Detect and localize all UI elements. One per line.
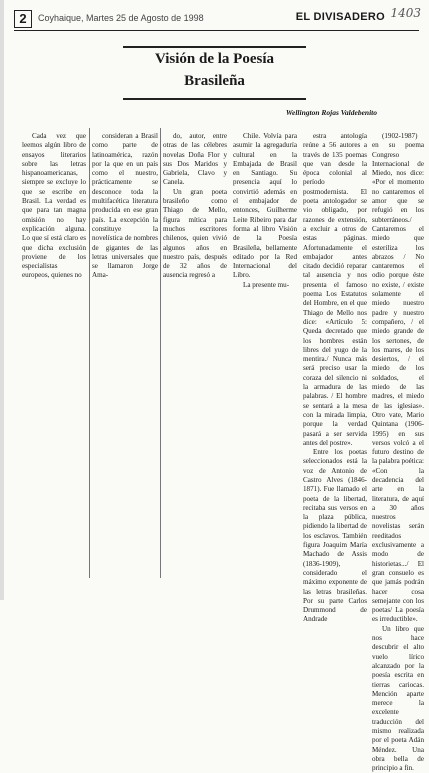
column-divider <box>160 128 161 578</box>
paragraph: La presente mu- <box>243 280 290 289</box>
page-edge <box>0 0 4 600</box>
page-header <box>14 8 419 31</box>
column-2 <box>92 132 158 281</box>
paragraph: consideran a Brasil como parte de latinoamérica, razón por la que en un país como el nuestro, prácticamente se desconoce toda la multifacética literatura producida en ese gran país. La excepción la constituye la novelística de nombres de gigantes de las letras universales que se llamaron Jorge Ama- <box>92 132 158 280</box>
column-4 <box>233 132 297 290</box>
paragraph: estra antología reúne a 56 autores a través de 135 poemas que van desde la época colonial al período postmodernista. El poeta antologador se vio obligado, por razones de extensión, a excluir a otros de estas páginas. Afortunadamente el embajador antes citado decidió reparar tal ausencia y nos presenta el famoso poema Los Estatutos del Hombre, en el que Thiago de Mello nos dice: «Artículo 5: Queda decretado que los hombres están libres del yugo de la mentira./ Nunca más será preciso usar la coraza del silencio ni la armadura de las palabras. / El hombre se sentará a la mesa con la mirada limpia, porque la verdad pasará a ser servida antes del postre». <box>303 132 367 447</box>
paragraph: Chile. Volvía para asumir la agregaduría cultural en la Embajada de Brasil en Santiago. Su presencia aquí lo convirtió además en el embajador de entonces, Guilherme Leite Ribeiro para dar forma al libro Visión de la Poesía Brasileña, bellamente editado por la Red Internacional del Libro. <box>233 132 297 280</box>
paragraph: Cada vez que leemos algún libro de ensayos literarios sobre las letras hispanoamericanas, siempre se excluye lo que se escribe en Brasil. La verdad es que para tan magna omisión no hay explicación alguna. Lo que sí está claro es que dicha exclusión proviene de los especialistas europeos, quienes no <box>22 132 86 280</box>
column-5 <box>303 132 367 625</box>
paragraph: Un libro que nos hace descubrir el alto vuelo lírico alcanzado por la poesía escrita en tierras cariocas. Mención aparte merece la excelente traducción del mismo realizada por el poeta Adán Méndez. Una obra bella de principio a fin. <box>372 624 424 773</box>
title-line-1: Visión de la Poesía <box>154 51 275 67</box>
column-3 <box>163 132 227 281</box>
title-line-2: Brasileña <box>184 73 245 89</box>
paragraph: Entre los poetas seleccionados está la voz de Antonio de Castro Alves (1846-1871). Fue llamado el poeta de la libertad, recitaba sus versos en la plaza pública, pidiendo la libertad de los esclavos. También figura Joaquim María Machado de Assis (1836-1909), considerado el máximo exponente de las letras brasileñas. Por su parte Carlos Drummond de Andrade <box>303 448 367 624</box>
page-number: 2 <box>14 10 32 28</box>
column-1 <box>22 132 86 281</box>
author-byline: Wellington Rojas Valdebenito <box>285 108 377 117</box>
dateline: Coyhaique, Martes 25 de Agosto de 1998 <box>38 13 204 23</box>
article-title <box>123 46 306 100</box>
paragraph: do, autor, entre otras de las célebres novelas Doña Flor y sus Dos Maridos y Gabriela, Clavo y Canela. <box>163 132 227 187</box>
paragraph: (1902-1987) en su poema Congreso Internacional de Miedo, nos dice: «Por el momento no cantaremos el amor que se refugió en los subterráneos./ Cantaremos el miedo que esteriliza los abrazos / No cantaremos el odio porque éste no existe, / existe solamente el miedo nuestro padre y nuestro compañero, / el miedo grande de los sertones, de los mares, de los desiertos, / el miedo de los soldados, el miedo de las madres, el miedo de las iglesias». Otro vate, Mario Quintana (1906-1995) en sus versos volcó a el futuro destino de la palabra poética: «Con la decadencia del arte en la literatura, de aquí a 30 años nuestros novelistas serán reeditados exclusivamente a modo de historietas.../ El gran consuelo es que jamás podrán hacer cosa semejante con los poetas/ La poesía es irreductible». <box>372 132 424 624</box>
column-6 <box>372 132 424 773</box>
paragraph: Un gran poeta brasileño como Thiago de Mello, figura mítica para muchos escritores chilenos, quien vivió algunos años en nuestro país, después de 32 años de ausencia regresó a <box>163 187 227 280</box>
handwritten-number: 1403 <box>390 6 421 20</box>
column-divider <box>89 128 90 578</box>
newspaper-name: EL DIVISADERO <box>295 11 385 23</box>
